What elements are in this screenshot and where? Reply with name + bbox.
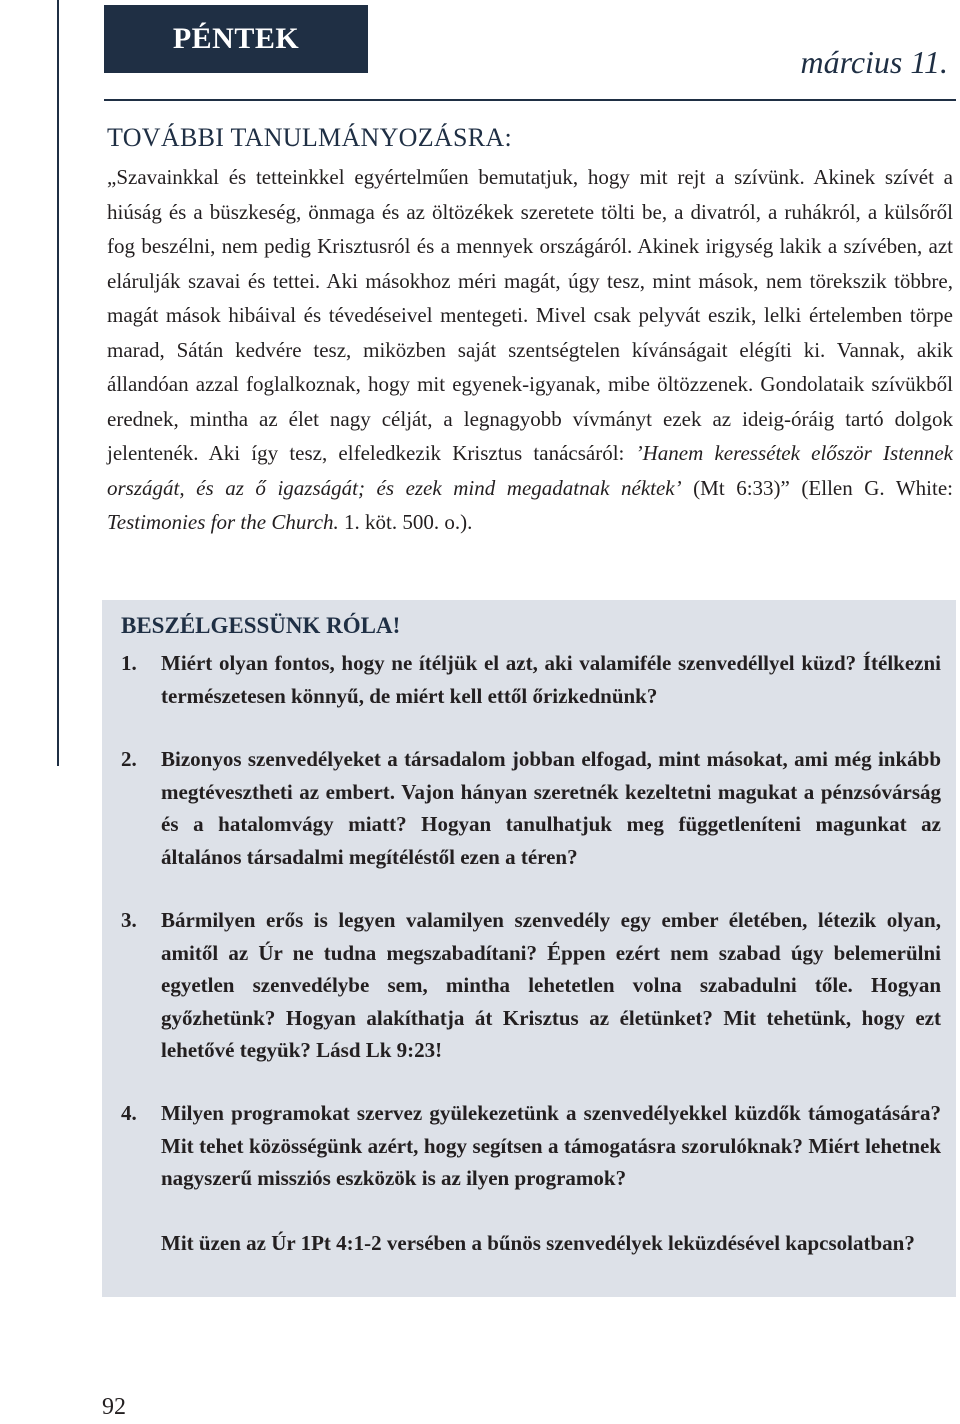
question-text: Miért olyan fontos, hogy ne ítéljük el azt, aki valamiféle szenvedéllyel küzd? Ítélkezni természetesen könnyű, de miért kell ettől őrizkednünk?	[161, 651, 941, 708]
page-number: 92	[102, 1394, 126, 1420]
question-text: Milyen programokat szervez gyülekezetünk a szenvedélyekkel küzdők támogatására? Mit tehet közösségünk azért, hogy segítsen a támogatásra szorulóknak? Miért lehetnek nagyszerű missziós eszközök is az ilyen programok?	[161, 1101, 941, 1191]
question-3	[121, 904, 941, 1067]
study-text-part: 1. köt. 500. o.).	[338, 510, 473, 534]
question-text: Mit üzen az Úr 1Pt 4:1-2 versében a bűnös szenvedélyek leküzdésével kapcsolatban?	[161, 1231, 915, 1255]
question-text: Bizonyos szenvedélyeket a társadalom jobban elfogad, mint másokat, ami még inkább megtévesztheti az embert. Vajon hányan szeretnék kezeltetni magukat a pénzsóvárság és a hatalomvágy miatt? Hogyan tanulhatjuk meg függetleníteni magunkat az általános társadalmi megítéléstől ezen a téren?	[161, 747, 941, 869]
question-4	[121, 1097, 941, 1195]
study-text	[107, 160, 953, 540]
question-number: 4.	[121, 1101, 137, 1125]
question-number: 3.	[121, 908, 137, 932]
header-divider	[104, 99, 956, 101]
question-number: 1.	[121, 651, 137, 675]
question-number: 2.	[121, 747, 137, 771]
day-heading: PÉNTEK	[104, 5, 368, 73]
study-text-part: „Szavainkkal és tetteinkkel egyértelműen bemutatjuk, hogy mit rejt a szívünk. Akinek szívét a hiúság és a büszkeség, önmaga és az öltözékek szeretete tölti be, a divatról, a ruhákról, a külsőről fog beszélni, nem pedig Krisztusról és a mennyek országáról. Akinek irigység lakik a szívében, azt elárulják szavai és tettei. Aki másokhoz méri magát, úgy tesz, mint mások, nem törekszik többre, magát mások hibáival és tévedéseivel mentegeti. Mivel csak pelyvát eszik, lelki értelemben törpe marad, Sátán kedvére tesz, miközben saját szentségtelen kívánságait elégíti ki. Vannak, akik állandóan azzal foglalkoznak, hogy mit egyenek-igyanak, mibe öltözzenek. Gondolataik szívükből erednek, mintha az élet nagy célját, a legnagyobb vívmányt ezek az ideig-óráig tartó dolgok jelentenék. Aki így tesz, elfeledkezik Krisztus tanácsáról:	[107, 165, 953, 465]
discussion-title: BESZÉLGESSÜNK RÓLA!	[121, 613, 401, 638]
question-1	[121, 647, 941, 712]
date-label: március 11.	[800, 44, 948, 80]
study-text-part: (Mt 6:33)” (Ellen G. White:	[681, 475, 954, 500]
question-2	[121, 743, 941, 873]
bible-quote: ’Hanem keressétek először Istennek országát, és az ő igazságát; és ezek mind megadatnak néktek’	[107, 441, 953, 500]
left-margin-rule	[57, 0, 59, 766]
question-extra	[121, 1227, 941, 1260]
section-title: TOVÁBBI TANULMÁNYOZÁSRA:	[107, 123, 513, 152]
book-title: Testimonies for the Church.	[107, 510, 339, 534]
question-text: Bármilyen erős is legyen valamilyen szenvedély egy ember életében, létezik olyan, amitől az Úr ne tudna megszabadítani? Éppen ezért nem szabad úgy belemerülni egyetlen szenvedélybe sem, mintha lehetetlen volna szabadulni tőle. Hogyan győzhetünk? Hogyan alakíthatja át Krisztus az életünket? Mit tehetünk, hogy ezt lehetővé tegyük? Lásd Lk 9:23!	[161, 908, 941, 1063]
